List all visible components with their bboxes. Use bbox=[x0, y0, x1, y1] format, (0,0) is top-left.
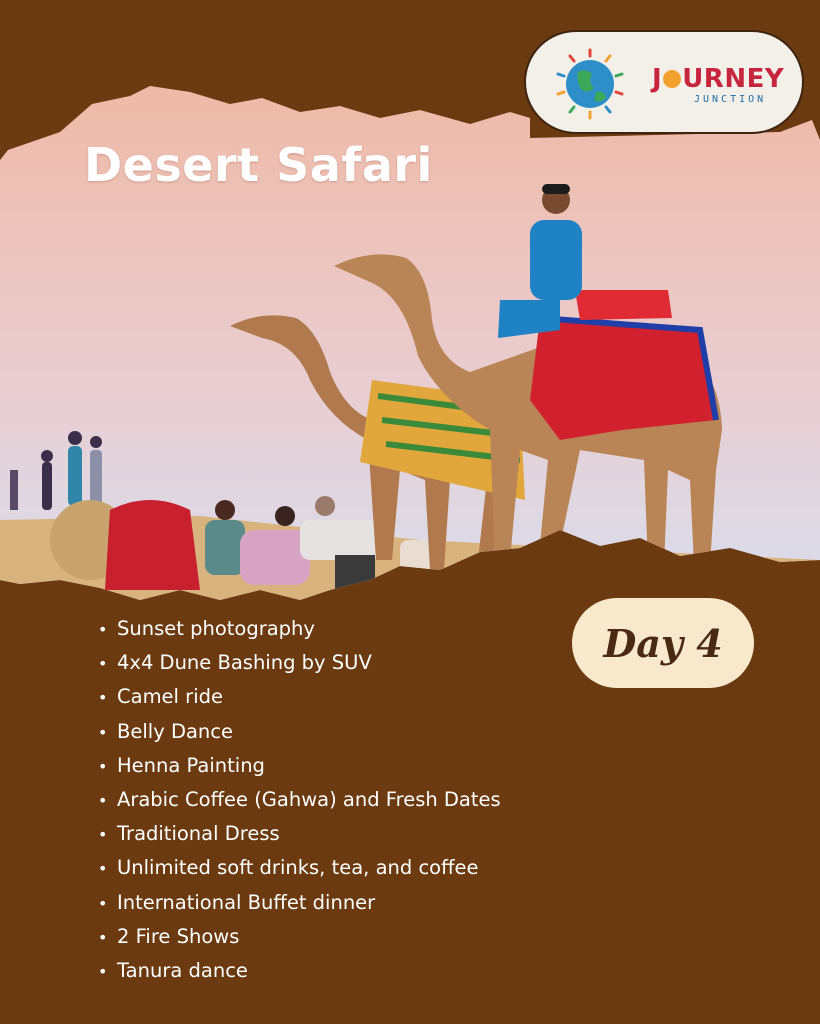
list-item: • Traditional Dress bbox=[98, 822, 280, 846]
day-badge bbox=[572, 598, 754, 688]
list-item: • Camel ride bbox=[98, 685, 223, 709]
list-item: • Arabic Coffee (Gahwa) and Fresh Dates bbox=[98, 787, 501, 811]
brand-logo bbox=[524, 30, 804, 134]
list-item: • Henna Painting bbox=[98, 753, 265, 777]
globe-o-icon bbox=[663, 70, 681, 88]
brand-tagline: JUNCTION bbox=[694, 94, 767, 105]
list-item: • Tanura dance bbox=[98, 958, 248, 982]
list-item: • 2 Fire Shows bbox=[98, 924, 240, 948]
list-item: • Unlimited soft drinks, tea, and coffee bbox=[98, 856, 479, 880]
brand-name: J URNEY bbox=[652, 64, 785, 94]
activity-list bbox=[98, 612, 501, 988]
list-item: • International Buffet dinner bbox=[98, 890, 376, 914]
globe-icon bbox=[548, 42, 632, 126]
day-label: Day 4 bbox=[603, 620, 723, 666]
list-item: • Belly Dance bbox=[98, 719, 233, 743]
list-item: • Sunset photography bbox=[98, 617, 315, 640]
page-title: Desert Safari bbox=[84, 138, 433, 192]
list-item: • 4x4 Dune Bashing by SUV bbox=[98, 651, 372, 675]
